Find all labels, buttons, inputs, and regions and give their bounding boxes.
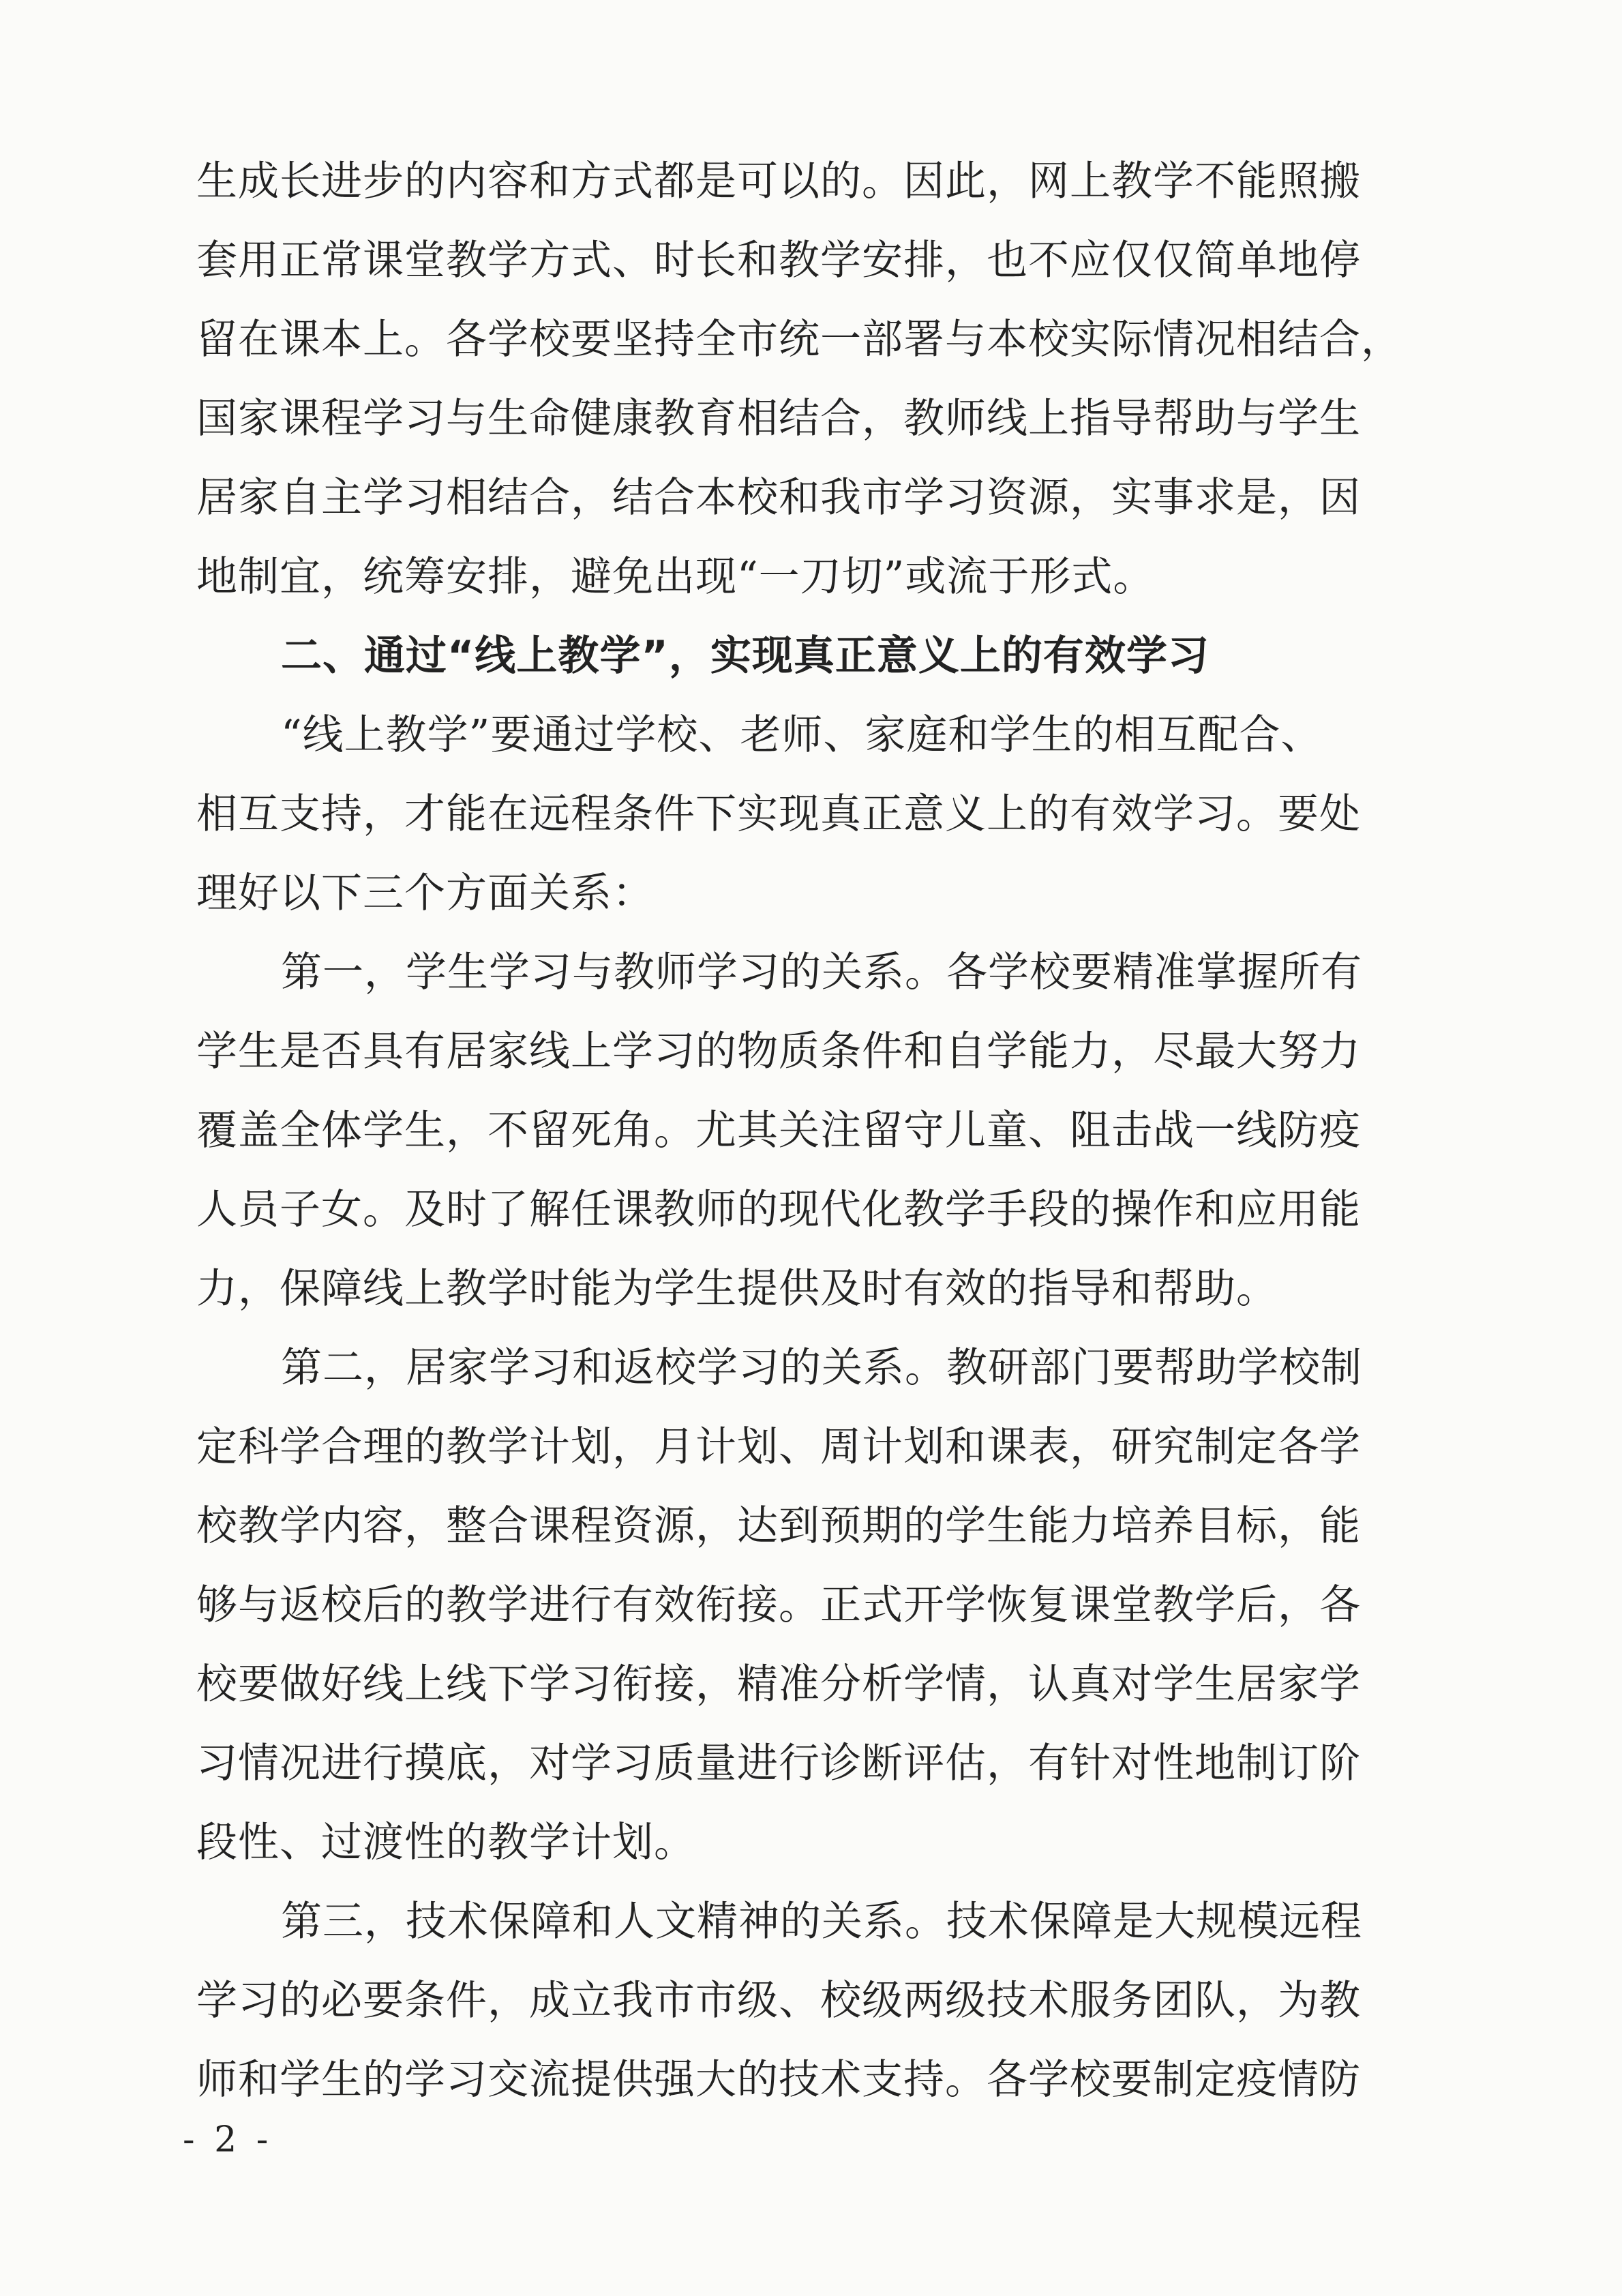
paragraph-5-line-1: 第二，居家学习和返校学习的关系。教研部门要帮助学校制 <box>281 1344 1362 1392</box>
paragraph-1-line-4: 国家课程学习与生命健康教育相结合，教师线上指导帮助与学生 <box>196 395 1361 443</box>
section-heading: 二、通过“线上教学”，实现真正意义上的有效学习 <box>281 632 1210 680</box>
paragraph-6-line-3: 师和学生的学习交流提供强大的技术支持。各学校要制定疫情防 <box>196 2056 1361 2104</box>
paragraph-1-line-6: 地制宜，统筹安排，避免出现“一刀切”或流于形式。 <box>196 553 1155 601</box>
paragraph-1-line-1: 生成长进步的内容和方式都是可以的。因此，网上教学不能照搬 <box>196 158 1361 205</box>
document-body <box>196 142 1424 2119</box>
paragraph-5-line-4: 够与返校后的教学进行有效衔接。正式开学恢复课堂教学后，各 <box>196 1581 1361 1629</box>
paragraph-3-line-1: “线上教学”要通过学校、老师、家庭和学生的相互配合、 <box>281 711 1323 759</box>
paragraph-4-line-5: 力，保障线上教学时能为学生提供及时有效的指导和帮助。 <box>196 1265 1278 1313</box>
paragraph-5-line-2: 定科学合理的教学计划，月计划、周计划和课表，研究制定各学 <box>196 1423 1361 1471</box>
paragraph-3-line-3: 理好以下三个方面关系： <box>196 869 654 917</box>
paragraph-5-line-6: 习情况进行摸底，对学习质量进行诊断评估，有针对性地制订阶 <box>196 1740 1361 1787</box>
paragraph-6-line-1: 第三，技术保障和人文精神的关系。技术保障是大规模远程 <box>281 1898 1362 1945</box>
paragraph-5-line-7: 段性、过渡性的教学计划。 <box>196 1819 695 1866</box>
paragraph-1-line-3: 留在课本上。各学校要坚持全市统一部署与本校实际情况相结合， <box>196 316 1402 363</box>
paragraph-5-line-5: 校要做好线上线下学习衔接，精准分析学情，认真对学生居家学 <box>196 1660 1361 1708</box>
paragraph-4-line-2: 学生是否具有居家线上学习的物质条件和自学能力，尽最大努力 <box>196 1028 1361 1075</box>
paragraph-6-line-2: 学习的必要条件，成立我市市级、校级两级技术服务团队，为教 <box>196 1977 1361 2025</box>
paragraph-3-line-2: 相互支持，才能在远程条件下实现真正意义上的有效学习。要处 <box>196 790 1361 838</box>
paragraph-1-line-2: 套用正常课堂教学方式、时长和教学安排，也不应仅仅简单地停 <box>196 237 1361 284</box>
paragraph-4-line-1: 第一，学生学习与教师学习的关系。各学校要精准掌握所有 <box>281 949 1362 996</box>
paragraph-1-line-5: 居家自主学习相结合，结合本校和我市学习资源，实事求是，因 <box>196 474 1361 522</box>
paragraph-4-line-3: 覆盖全体学生，不留死角。尤其关注留守儿童、阻击战一线防疫 <box>196 1107 1361 1154</box>
paragraph-4-line-4: 人员子女。及时了解任课教师的现代化教学手段的操作和应用能 <box>196 1186 1361 1234</box>
paragraph-5-line-3: 校教学内容，整合课程资源，达到预期的学生能力培养目标，能 <box>196 1502 1361 1550</box>
page-number: - 2 - <box>183 2119 273 2160</box>
